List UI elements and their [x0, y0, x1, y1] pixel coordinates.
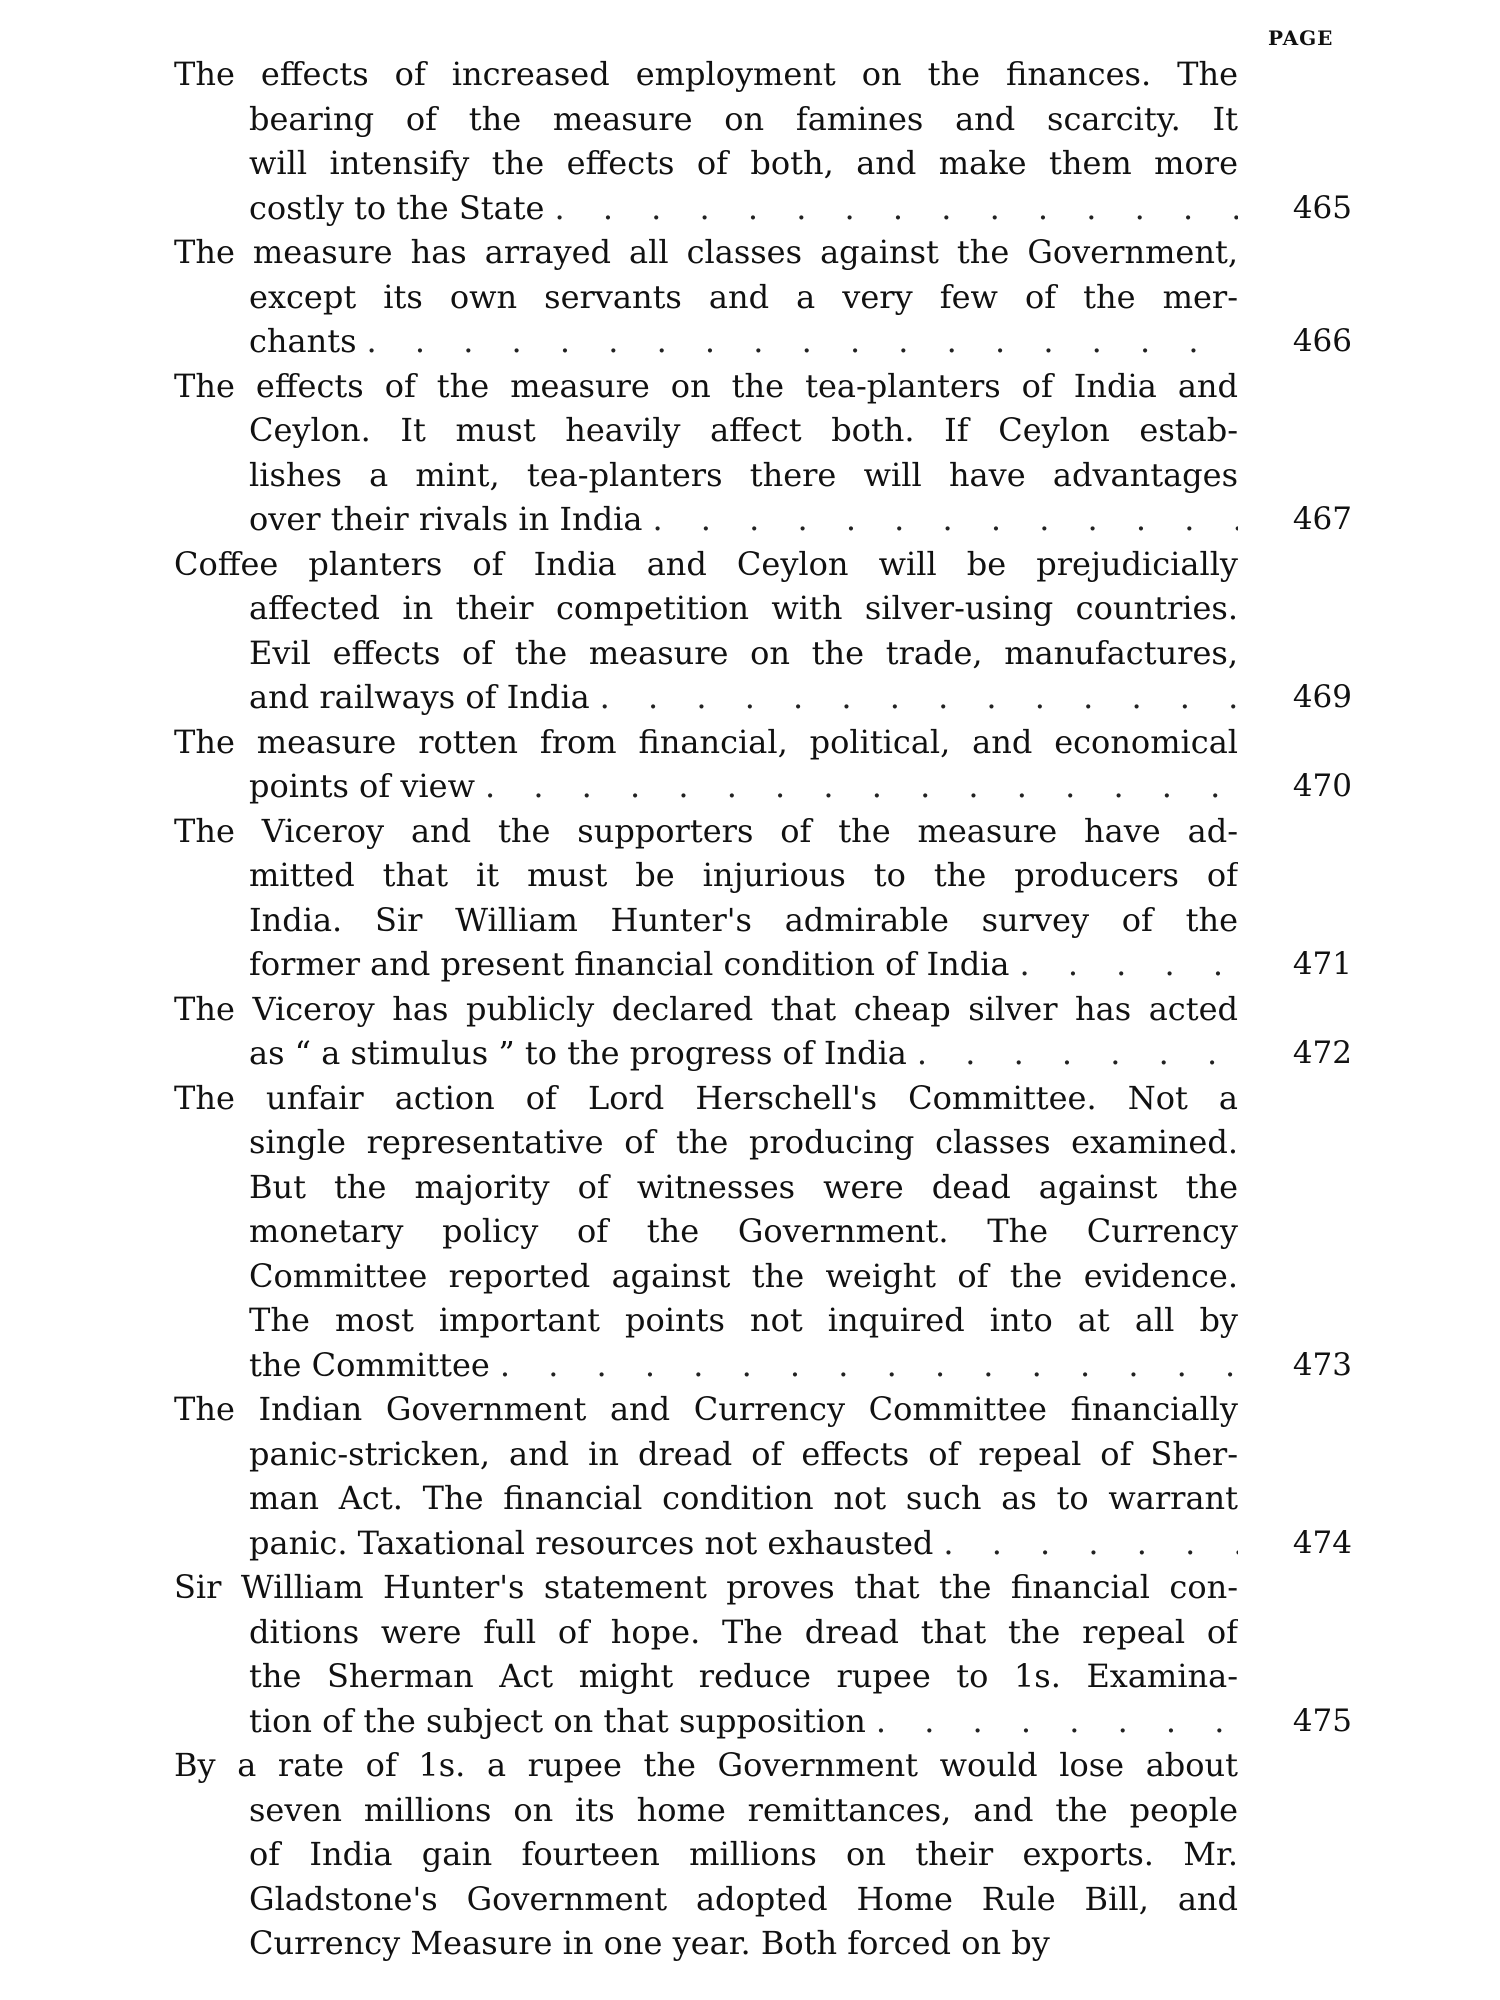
page-number: 469: [1292, 679, 1352, 715]
toc-entry-line: bearing of the measure on famines and scarcity. It: [249, 99, 1238, 138]
dot-leader: [544, 186, 1238, 231]
toc-entry-line: India. Sir William Hunter's admirable survey of the: [249, 900, 1238, 939]
contents-list: [174, 52, 1354, 1966]
page-number: 467: [1292, 501, 1352, 537]
toc-entry-line: The Viceroy has publicly declared that cheap silver has acted: [174, 989, 1238, 1028]
toc-entry-last-line: [174, 1699, 1238, 1744]
toc-entry-text: points of view: [249, 767, 475, 805]
page-number: 466: [1292, 323, 1352, 359]
dot-leader: [642, 497, 1238, 542]
toc-entry-last-line: [174, 675, 1238, 720]
page-number: 471: [1292, 946, 1352, 982]
dot-leader: [590, 675, 1238, 720]
toc-entry-line: mitted that it must be injurious to the producers of: [249, 856, 1238, 894]
toc-entry-line: single representative of the producing classes examined.: [249, 1123, 1238, 1161]
toc-entry-line: The effects of the measure on the tea-planters of India and: [174, 366, 1238, 405]
toc-entry-line: Evil effects of the measure on the trade, manufactures,: [249, 633, 1238, 672]
dot-leader: [866, 1699, 1238, 1744]
dot-leader: [357, 319, 1239, 364]
toc-entry-line: Currency Measure in one year. Both forced on by: [249, 1924, 1050, 1962]
toc-entry-line: The measure rotten from financial, political, and economical: [174, 722, 1238, 761]
page-number: 474: [1292, 1524, 1352, 1561]
toc-entry-line: ditions were full of hope. The dread that the repeal of: [249, 1612, 1238, 1651]
toc-entry: [174, 720, 1352, 809]
toc-entry-line: panic-stricken, and in dread of effects of repeal of Sher-: [249, 1434, 1238, 1473]
toc-entry-text: tion of the subject on that supposition: [249, 1701, 866, 1740]
page-number: 465: [1292, 189, 1352, 226]
dot-leader: [490, 1343, 1238, 1388]
toc-entry: [174, 1076, 1352, 1388]
toc-entry-line: By a rate of 1s. a rupee the Government would lose about: [174, 1746, 1238, 1784]
toc-entry-last-line: [174, 764, 1238, 809]
toc-entry-line: of India gain fourteen millions on their exports. Mr.: [249, 1835, 1238, 1873]
toc-entry-last-line: [174, 942, 1238, 987]
toc-entry-line: The measure has arrayed all classes against the Government,: [174, 233, 1238, 271]
page-number: 470: [1292, 768, 1352, 804]
toc-entry-last-line: [174, 319, 1238, 364]
toc-entry-last-line: [174, 497, 1238, 542]
toc-entry-line: except its own servants and a very few of the mer-: [249, 277, 1238, 316]
toc-entry-text: over their rivals in India: [249, 500, 643, 538]
dot-leader: [907, 1031, 1238, 1076]
toc-entry: [174, 364, 1352, 542]
page-number: 473: [1292, 1346, 1352, 1383]
toc-entry-text: the Committee: [249, 1345, 490, 1384]
toc-entry-text: panic. Taxational resources not exhausted: [249, 1523, 934, 1562]
dot-leader: [475, 764, 1238, 809]
toc-entry: [174, 987, 1352, 1076]
toc-entry-line: the Sherman Act might reduce rupee to 1s. Examina-: [249, 1657, 1238, 1695]
dot-leader: [933, 1521, 1238, 1566]
page-column-label: PAGE: [1268, 26, 1334, 50]
toc-entry-text: costly to the State: [249, 188, 545, 227]
toc-entry-line: monetary policy of the Government. The Currency: [249, 1212, 1238, 1250]
toc-entry-line: The Indian Government and Currency Committee financially: [174, 1390, 1238, 1428]
toc-entry-text: former and present financial condition of India: [249, 945, 1010, 983]
toc-entry: [174, 1387, 1352, 1565]
toc-entry: [174, 1565, 1352, 1743]
toc-entry-text: as “ a stimulus ” to the progress of India: [249, 1034, 907, 1072]
toc-entry: [174, 230, 1352, 364]
toc-entry-line: affected in their competition with silver-using countries.: [249, 589, 1238, 627]
toc-entry: [174, 542, 1352, 720]
toc-entry-line: Committee reported against the weight of the evidence.: [249, 1256, 1238, 1295]
toc-entry-text: chants: [249, 322, 357, 360]
toc-entry-line: But the majority of witnesses were dead against the: [249, 1167, 1238, 1206]
toc-entry-text: and railways of India: [249, 678, 590, 716]
toc-entry-line: The effects of increased employment on the finances. The: [174, 55, 1238, 93]
toc-entry-line: The unfair action of Lord Herschell's Committee. Not a: [174, 1078, 1238, 1117]
page-number: 475: [1292, 1702, 1352, 1739]
toc-entry-last-line: [174, 1521, 1238, 1566]
toc-entry-line: Coffee planters of India and Ceylon will be prejudicially: [174, 544, 1238, 583]
toc-entry: [174, 809, 1352, 987]
page-number: 472: [1292, 1035, 1352, 1071]
toc-entry-line: man Act. The financial condition not such as to warrant: [249, 1479, 1238, 1517]
toc-entry: [174, 1743, 1238, 1966]
toc-entry-last-line: [174, 1343, 1238, 1388]
toc-entry-line: Ceylon. It must heavily affect both. If Ceylon estab-: [249, 411, 1238, 449]
toc-entry-line: Sir William Hunter's statement proves that the financial con-: [174, 1568, 1238, 1606]
toc-entry-last-line: [174, 186, 1238, 231]
toc-entry: [174, 52, 1352, 230]
toc-entry-line: lishes a mint, tea-planters there will have advantages: [249, 455, 1238, 494]
toc-entry-line: The most important points not inquired into at all by: [249, 1301, 1238, 1339]
toc-entry-line: Gladstone's Government adopted Home Rule Bill, and: [249, 1879, 1238, 1918]
dot-leader: [1009, 942, 1238, 987]
toc-entry-line: The Viceroy and the supporters of the measure have ad-: [174, 811, 1238, 850]
toc-entry-line: will intensify the effects of both, and make them more: [249, 144, 1238, 182]
toc-entry-last-line: [174, 1031, 1238, 1076]
toc-entry-line: seven millions on its home remittances, and the people: [249, 1790, 1238, 1829]
